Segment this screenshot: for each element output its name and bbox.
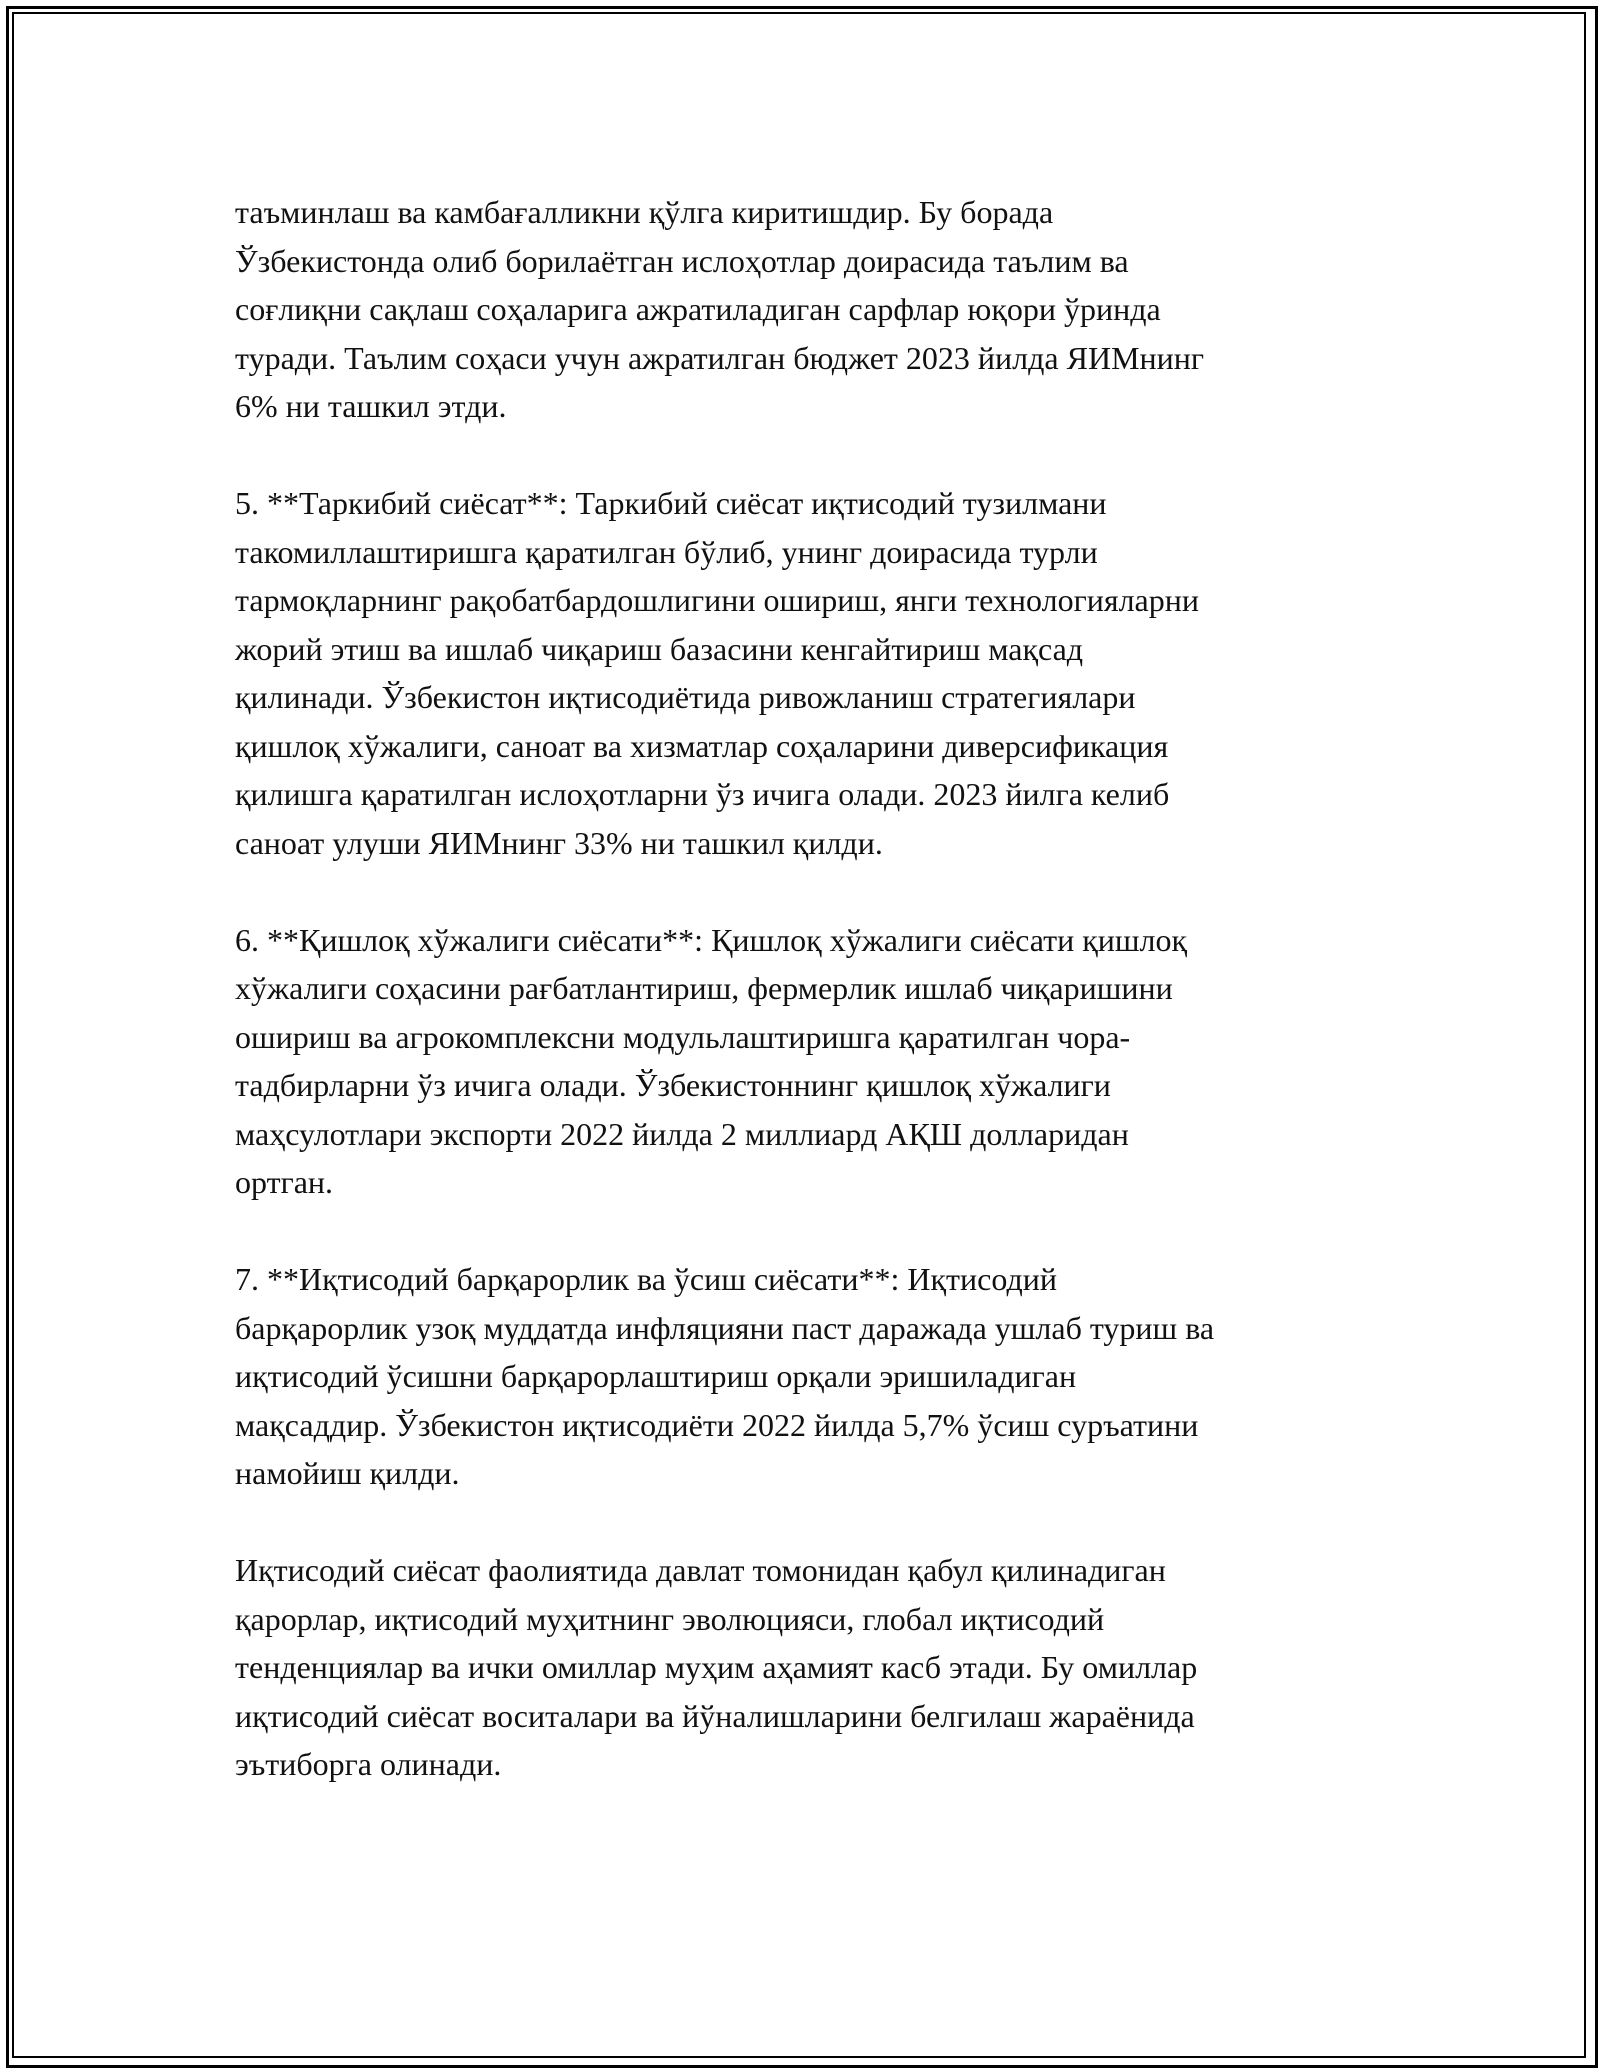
text-line: хўжалиги соҳасини рағбатлантириш, фермерлик ишлаб чиқаришини — [235, 970, 1173, 1006]
paragraph-structural-policy — [235, 479, 1375, 867]
text-line: қарорлар, иқтисодий муҳитнинг эволюцияси, глобал иқтисодий — [235, 1600, 1105, 1637]
text-line: қилишга қаратилган ислоҳотларни ўз ичига олади. 2023 йилга келиб — [235, 776, 1170, 812]
text-line: барқарорлик узоқ муддатда инфляцияни паст даражада ушлаб туриш ва — [235, 1309, 1215, 1346]
text-line: тармоқларнинг рақобатбардошлигини ошириш, янги технологияларни — [235, 582, 1199, 618]
text-line: иқтисодий ўсишни барқарорлаштириш орқали эришиладиган — [235, 1358, 1077, 1394]
document-body — [235, 188, 1375, 1837]
text-line: Ўзбекистонда олиб борилаётган ислоҳотлар доирасида таълим ва — [235, 242, 1129, 279]
text-line: 7. **Иқтисодий барқарорлик ва ўсиш сиёсати**: Иқтисодий — [235, 1261, 1057, 1297]
text-line: туради. Таълим соҳаси учун ажратилган бюджет 2023 йилда ЯИМнинг — [235, 339, 1205, 376]
text-line: ортган. — [235, 1164, 334, 1200]
text-line: соғлиқни сақлаш соҳаларига ажратиладиган сарфлар юқори ўринда — [235, 291, 1161, 327]
text-line: 5. **Таркибий сиёсат**: Таркибий сиёсат иқтисодий тузилмани — [235, 485, 1107, 521]
text-line: қилинади. Ўзбекистон иқтисодиётида ривожланиш стратегиялари — [235, 679, 1136, 715]
text-line: маҳсулотлари экспорти 2022 йилда 2 миллиард АҚШ долларидан — [235, 1115, 1129, 1152]
text-line: Иқтисодий сиёсат фаолиятида давлат томонидан қабул қилинадиган — [235, 1552, 1166, 1588]
paragraph-stability-policy — [235, 1255, 1375, 1498]
paragraph-agriculture-policy — [235, 916, 1375, 1207]
text-line: тадбирларни ўз ичига олади. Ўзбекистоннинг қишлоқ хўжалиги — [235, 1067, 1111, 1103]
text-line: таъминлаш ва камбағалликни қўлга киритишдир. Бу борада — [235, 194, 1054, 230]
text-line: намойиш қилди. — [235, 1455, 460, 1491]
text-line: такомиллаштиришга қаратилган бўлиб, унинг доирасида турли — [235, 533, 1098, 570]
text-line: иқтисодий сиёсат воситалари ва йўналишларини белгилаш жараёнида — [235, 1697, 1195, 1734]
paragraph-conclusion — [235, 1546, 1375, 1789]
text-line: мақсаддир. Ўзбекистон иқтисодиёти 2022 йилда 5,7% ўсиш суръатини — [235, 1406, 1199, 1443]
text-line: 6% ни ташкил этди. — [235, 388, 507, 424]
text-line: тенденциялар ва ички омиллар муҳим аҳамият касб этади. Бу омиллар — [235, 1649, 1198, 1685]
text-line: 6. **Қишлоқ хўжалиги сиёсати**: Қишлоқ хўжалиги сиёсати қишлоқ — [235, 921, 1188, 958]
text-line: эътиборга олинади. — [235, 1746, 502, 1782]
paragraph-continuation — [235, 188, 1375, 431]
text-line: қишлоқ хўжалиги, саноат ва хизматлар соҳаларини диверсификация — [235, 727, 1169, 764]
text-line: ошириш ва агрокомплексни модульлаштиришга қаратилган чора- — [235, 1018, 1131, 1055]
text-line: саноат улуши ЯИМнинг 33% ни ташкил қилди. — [235, 824, 883, 861]
text-line: жорий этиш ва ишлаб чиқариш базасини кенгайтириш мақсад — [235, 630, 1084, 667]
